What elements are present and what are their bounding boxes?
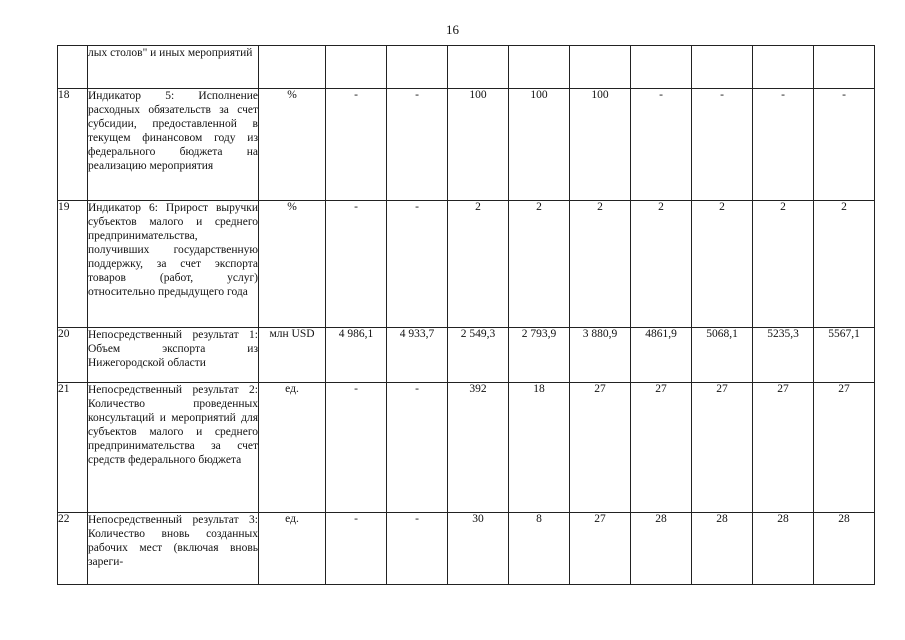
unit-cell: ед. bbox=[259, 383, 326, 513]
unit-cell: % bbox=[259, 89, 326, 201]
value-cell: 2 bbox=[814, 201, 875, 328]
value-cell: - bbox=[326, 383, 387, 513]
value-cell: 28 bbox=[692, 513, 753, 585]
value-cell: 2 793,9 bbox=[509, 328, 570, 383]
page-number: 16 bbox=[446, 22, 459, 37]
value-cell: 27 bbox=[692, 383, 753, 513]
table-row bbox=[58, 201, 875, 328]
value-cell bbox=[448, 46, 509, 89]
unit-cell: млн USD bbox=[259, 328, 326, 383]
value-cell: 28 bbox=[814, 513, 875, 585]
value-cell: 27 bbox=[814, 383, 875, 513]
value-cell: 2 549,3 bbox=[448, 328, 509, 383]
value-cell: 2 bbox=[509, 201, 570, 328]
value-cell: - bbox=[692, 89, 753, 201]
value-cell: 2 bbox=[570, 201, 631, 328]
value-cell: - bbox=[753, 89, 814, 201]
value-cell: 100 bbox=[509, 89, 570, 201]
table-row bbox=[58, 513, 875, 585]
indicator-name: Непосредственный результат 2: Количество проведенных консультаций и мероприятий для субъектов малого и среднего предпринимательства за счет средств федерального бюджета bbox=[88, 383, 259, 513]
value-cell: 28 bbox=[753, 513, 814, 585]
value-cell: 27 bbox=[570, 513, 631, 585]
value-cell: 27 bbox=[753, 383, 814, 513]
row-number bbox=[58, 46, 88, 89]
value-cell: 100 bbox=[570, 89, 631, 201]
row-number: 19 bbox=[58, 201, 88, 328]
value-cell: 100 bbox=[448, 89, 509, 201]
value-cell: - bbox=[387, 89, 448, 201]
value-cell: 5567,1 bbox=[814, 328, 875, 383]
value-cell: 27 bbox=[631, 383, 692, 513]
indicator-name: Непосредственный результат 3: Количество вновь созданных рабочих мест (включая вновь зареги- bbox=[88, 513, 259, 585]
value-cell bbox=[753, 46, 814, 89]
value-cell: - bbox=[387, 383, 448, 513]
value-cell: 2 bbox=[692, 201, 753, 328]
indicator-name: Непосредственный результат 1: Объем экспорта из Нижегородской области bbox=[88, 328, 259, 383]
indicator-name: Индикатор 5: Исполнение расходных обязательств за счет субсидии, предоставленной в текущем финансовом году из федерального бюджета на реализацию мероприятия bbox=[88, 89, 259, 201]
table-row bbox=[58, 383, 875, 513]
value-cell: 5068,1 bbox=[692, 328, 753, 383]
value-cell bbox=[387, 46, 448, 89]
value-cell: - bbox=[387, 201, 448, 328]
value-cell: 4861,9 bbox=[631, 328, 692, 383]
table-row bbox=[58, 89, 875, 201]
value-cell: 3 880,9 bbox=[570, 328, 631, 383]
value-cell: - bbox=[326, 89, 387, 201]
value-cell: 28 bbox=[631, 513, 692, 585]
value-cell: 2 bbox=[448, 201, 509, 328]
value-cell bbox=[570, 46, 631, 89]
value-cell bbox=[509, 46, 570, 89]
value-cell bbox=[326, 46, 387, 89]
row-number: 22 bbox=[58, 513, 88, 585]
value-cell: 5235,3 bbox=[753, 328, 814, 383]
value-cell: 2 bbox=[631, 201, 692, 328]
unit-cell: ед. bbox=[259, 513, 326, 585]
value-cell bbox=[814, 46, 875, 89]
value-cell: 30 bbox=[448, 513, 509, 585]
table-row bbox=[58, 328, 875, 383]
value-cell: - bbox=[387, 513, 448, 585]
indicator-name: Индикатор 6: Прирост выручки субъектов малого и среднего предпринимательства, получивших государственную поддержку, за счет экспорта товаров (работ, услуг) относительно предыдущего года bbox=[88, 201, 259, 328]
value-cell: 8 bbox=[509, 513, 570, 585]
row-number: 20 bbox=[58, 328, 88, 383]
value-cell: 4 986,1 bbox=[326, 328, 387, 383]
table-body bbox=[58, 46, 875, 585]
value-cell: - bbox=[326, 513, 387, 585]
row-number: 18 bbox=[58, 89, 88, 201]
value-cell: 27 bbox=[570, 383, 631, 513]
value-cell: 4 933,7 bbox=[387, 328, 448, 383]
row-number: 21 bbox=[58, 383, 88, 513]
value-cell: 2 bbox=[753, 201, 814, 328]
value-cell bbox=[692, 46, 753, 89]
value-cell: 18 bbox=[509, 383, 570, 513]
unit-cell bbox=[259, 46, 326, 89]
value-cell: 392 bbox=[448, 383, 509, 513]
indicator-name: лых столов" и иных мероприятий bbox=[88, 46, 259, 89]
value-cell bbox=[631, 46, 692, 89]
value-cell: - bbox=[814, 89, 875, 201]
unit-cell: % bbox=[259, 201, 326, 328]
indicators-table bbox=[57, 45, 875, 585]
value-cell: - bbox=[631, 89, 692, 201]
table-row bbox=[58, 46, 875, 89]
value-cell: - bbox=[326, 201, 387, 328]
